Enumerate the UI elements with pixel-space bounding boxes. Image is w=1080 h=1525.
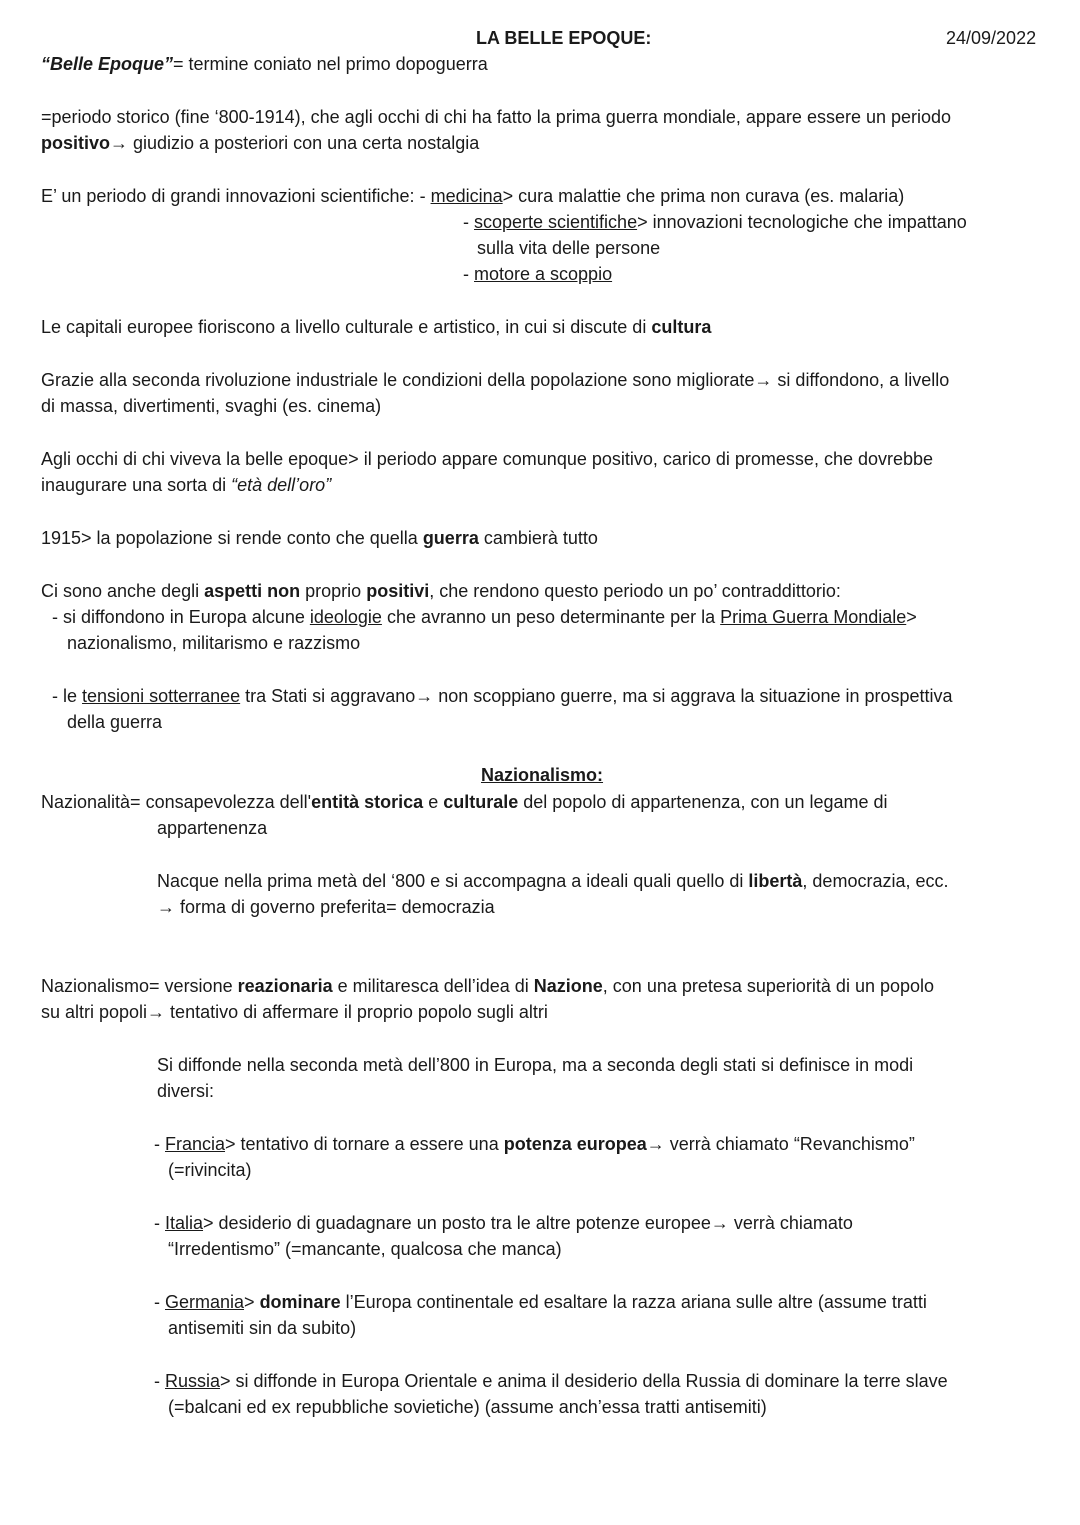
- spread-line2: diversi:: [157, 1081, 215, 1101]
- period-definition-line2: positivo→ giudizio a posteriori con una certa nostalgia: [41, 133, 480, 153]
- aspects-bullet1: - si diffondono in Europa alcune ideologie che avranno un peso determinante per la Prima Guerra Mondiale>: [52, 607, 917, 627]
- country-russia: - Russia> si diffonde in Europa Orientale e anima il desiderio della Russia di dominare la terre slave: [154, 1371, 948, 1391]
- country-russia-cont: (=balcani ed ex repubbliche sovietiche) (assume anch’essa tratti antisemiti): [168, 1397, 767, 1417]
- innovations-item3: - motore a scoppio: [463, 264, 613, 284]
- origin-line2: → forma di governo preferita= democrazia: [157, 897, 495, 917]
- innovations-item2-cont: sulla vita delle persone: [477, 238, 661, 258]
- country-germania: - Germania> dominare l’Europa continentale ed esaltare la razza ariana sulle altre (assume tratti: [154, 1292, 927, 1312]
- spread-line1: Si diffonde nella seconda metà dell’800 in Europa, ma a seconda degli stati si definisce in modi: [157, 1055, 914, 1075]
- origin-line1: Nacque nella prima metà del ‘800 e si accompagna a ideali quali quello di libertà, democrazia, ecc.: [157, 871, 949, 891]
- innovations-line1: E’ un periodo di grandi innovazioni scientifiche: - medicina> cura malattie che prima non curava (es. malaria): [41, 186, 905, 206]
- page-title: LA BELLE EPOQUE:: [476, 28, 652, 48]
- innovations-item2: - scoperte scientifiche> innovazioni tecnologiche che impattano: [463, 212, 967, 232]
- revolution-line1: Grazie alla seconda rivoluzione industriale le condizioni della popolazione sono migliorate→ si diffondono, a livello: [41, 370, 950, 390]
- period-definition-line1: =periodo storico (fine ‘800-1914), che agli occhi di chi ha fatto la prima guerra mondiale, appare essere un periodo: [41, 107, 952, 127]
- nazionalismo-def-line2: su altri popoli→ tentativo di affermare il proprio popolo sugli altri: [41, 1002, 548, 1022]
- war-line: 1915> la popolazione si rende conto che quella guerra cambierà tutto: [41, 528, 598, 548]
- section-heading: Nazionalismo:: [481, 765, 604, 785]
- nazionalismo-def-line1: Nazionalismo= versione reazionaria e militaresca dell’idea di Nazione, con una pretesa superiorità di un popolo: [41, 976, 935, 996]
- aspects-bullet2-cont: della guerra: [67, 712, 163, 732]
- country-francia-cont: (=rivincita): [168, 1160, 252, 1180]
- nazionalita-line1: Nazionalità= consapevolezza dell'entità storica e culturale del popolo di appartenenza, con un legame di: [41, 792, 888, 812]
- aspects-bullet2: - le tensioni sotterranee tra Stati si aggravano→ non scoppiano guerre, ma si aggrava la situazione in prospettiva: [52, 686, 953, 706]
- nazionalita-line2: appartenenza: [157, 818, 268, 838]
- eyes-line1: Agli occhi di chi viveva la belle epoque> il periodo appare comunque positivo, carico di promesse, che dovrebbe: [41, 449, 934, 469]
- aspects-intro: Ci sono anche degli aspetti non proprio positivi, che rendono questo periodo un po’ contraddittorio:: [41, 581, 841, 601]
- revolution-line2: di massa, divertimenti, svaghi (es. cinema): [41, 396, 382, 416]
- country-italia-cont: “Irredentismo” (=mancante, qualcosa che manca): [168, 1239, 562, 1259]
- date: 24/09/2022: [946, 28, 1037, 48]
- country-italia: - Italia> desiderio di guadagnare un posto tra le altre potenze europee→ verrà chiamato: [154, 1213, 853, 1233]
- term-definition: “Belle Epoque”= termine coniato nel primo dopoguerra: [41, 54, 488, 74]
- country-francia: - Francia> tentativo di tornare a essere una potenza europea→ verrà chiamato “Revanchismo”: [154, 1134, 915, 1154]
- culture-line: Le capitali europee fioriscono a livello culturale e artistico, in cui si discute di cultura: [41, 317, 712, 337]
- aspects-bullet1-cont: nazionalismo, militarismo e razzismo: [67, 633, 361, 653]
- country-germania-cont: antisemiti sin da subito): [168, 1318, 357, 1338]
- eyes-line2: inaugurare una sorta di “età dell’oro”: [41, 475, 332, 495]
